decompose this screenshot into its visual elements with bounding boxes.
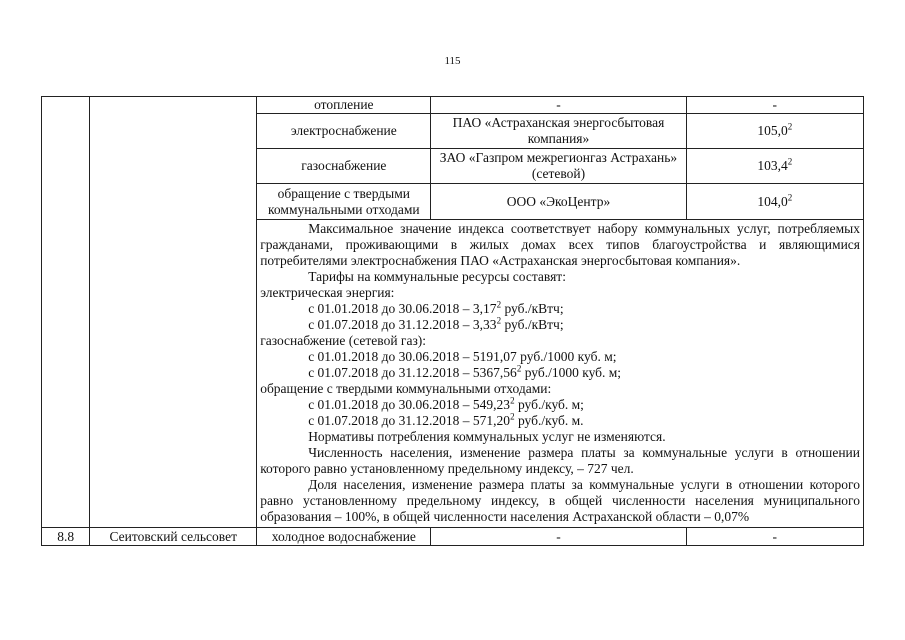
row-number-cell bbox=[42, 97, 90, 528]
tariff-unit: руб./кВтч; bbox=[501, 301, 564, 316]
organization-cell: ООО «ЭкоЦентр» bbox=[431, 184, 686, 220]
footnote-mark: 2 bbox=[510, 411, 515, 422]
organization-cell: - bbox=[431, 97, 686, 114]
organization-cell: ЗАО «Газпром межрегионгаз Астрахань» (сетевой) bbox=[431, 149, 686, 184]
tariff-unit: руб./1000 куб. м; bbox=[521, 365, 622, 380]
gas-tariff-1: с 01.01.2018 до 30.06.2018 – 5191,07 руб./1000 куб. м; bbox=[308, 349, 617, 364]
settlement-name-cell: Сеитовский сельсовет bbox=[90, 528, 257, 546]
index-value: 104,0 bbox=[757, 193, 788, 209]
footnote-mark: 2 bbox=[516, 363, 522, 374]
settlement-name-cell bbox=[90, 97, 257, 528]
footnote-mark: 2 bbox=[787, 156, 793, 167]
organization-cell: ПАО «Астраханская энергосбытовая компания» bbox=[431, 114, 686, 149]
waste-tariff-2 bbox=[260, 413, 860, 429]
index-cell bbox=[686, 184, 863, 220]
footnote-mark: 2 bbox=[787, 121, 793, 132]
page-number: 115 bbox=[444, 55, 461, 67]
index-cell bbox=[686, 149, 863, 184]
service-cell: холодное водоснабжение bbox=[257, 528, 431, 546]
description-cell bbox=[257, 220, 864, 528]
index-cell: - bbox=[686, 97, 863, 114]
index-note-paragraph: Максимальное значение индекса соответствует набору коммунальных услуг, потребляемых гражданами, проживающими в жилых домах всех типов благоустройства и являющимися потребителями электроснабжения ПАО «Астраханская энергосбытовая компания». bbox=[260, 221, 860, 268]
table-row bbox=[42, 528, 864, 546]
tariff-unit: руб./куб. м. bbox=[514, 413, 584, 428]
footnote-mark: 2 bbox=[496, 299, 502, 310]
tariff-text: с 01.07.2018 до 31.12.2018 – 3,33 bbox=[308, 317, 497, 332]
tariff-unit: руб./куб. м; bbox=[514, 397, 584, 412]
electricity-tariff-1 bbox=[260, 301, 860, 317]
tariffs-heading: Тарифы на коммунальные ресурсы составят: bbox=[308, 269, 566, 284]
service-cell: отопление bbox=[257, 97, 431, 114]
service-cell: электроснабжение bbox=[257, 114, 431, 149]
index-value: 103,4 bbox=[757, 158, 788, 173]
footnote-mark: 2 bbox=[787, 192, 793, 202]
index-cell bbox=[686, 114, 863, 149]
tariff-text: с 01.07.2018 до 31.12.2018 – 571,20 bbox=[308, 413, 511, 428]
tariff-unit: руб./кВтч; bbox=[501, 317, 564, 332]
footnote-mark: 2 bbox=[496, 315, 502, 326]
norms-paragraph: Нормативы потребления коммунальных услуг не изменяются. bbox=[308, 429, 666, 444]
service-cell: обращение с твердыми коммунальными отходами bbox=[257, 184, 431, 220]
footnote-mark: 2 bbox=[510, 395, 515, 406]
tariff-table bbox=[41, 96, 864, 546]
population-share-paragraph: Доля населения, изменение размера платы за коммунальные услуги в отношении которого равно установленному предельному индексу, в общей численности населения муниципального образования – 100%, в общей численности населения Астраханской области – 0,07% bbox=[260, 477, 860, 524]
tariff-text: с 01.07.2018 до 31.12.2018 – 5367,56 bbox=[308, 365, 517, 380]
waste-tariff-1 bbox=[260, 397, 860, 413]
waste-label: обращение с твердыми коммунальными отходами: bbox=[260, 381, 552, 396]
tariff-text: с 01.01.2018 до 30.06.2018 – 3,17 bbox=[308, 301, 497, 316]
gas-label: газоснабжение (сетевой газ): bbox=[260, 333, 427, 348]
gas-tariff-2 bbox=[260, 365, 860, 381]
tariff-text: с 01.01.2018 до 30.06.2018 – 549,23 bbox=[308, 397, 511, 412]
row-number-cell: 8.8 bbox=[42, 528, 90, 546]
index-value: 105,0 bbox=[757, 123, 788, 138]
population-paragraph: Численность населения, изменение размера платы за коммунальные услуги в отношении которого равно установленному предельному индексу, – 727 чел. bbox=[260, 445, 860, 476]
service-cell: газоснабжение bbox=[257, 149, 431, 184]
table-row bbox=[42, 97, 864, 114]
electricity-label: электрическая энергия: bbox=[260, 285, 395, 300]
electricity-tariff-2 bbox=[260, 317, 860, 333]
organization-cell: - bbox=[431, 528, 686, 546]
index-cell: - bbox=[686, 528, 863, 546]
